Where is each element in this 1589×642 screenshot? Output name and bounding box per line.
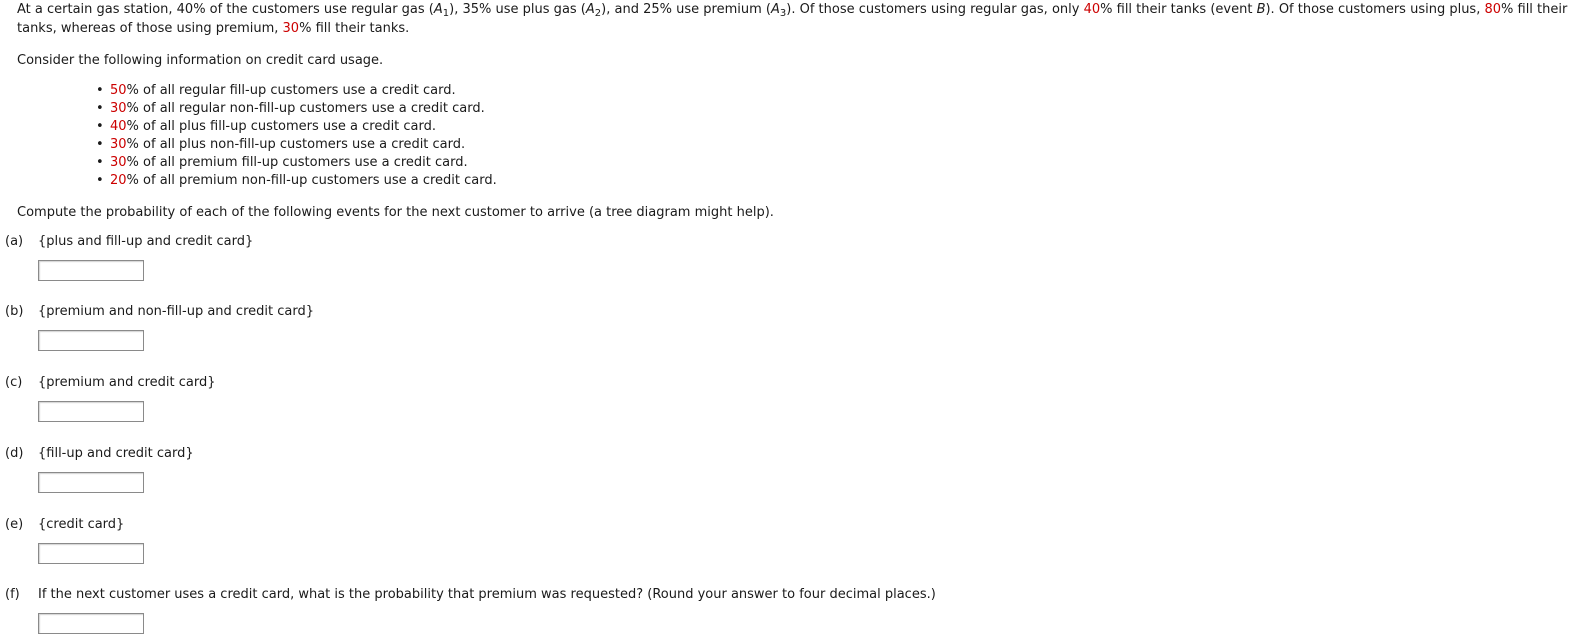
plus-fill-pct: 80 [1484, 2, 1502, 17]
part-b-label [5, 303, 314, 321]
credit-item-text: % of all plus non-fill-up customers use a credit card. [126, 137, 466, 152]
credit-item-text: % of all premium non-fill-up customers use a credit card. [126, 173, 497, 188]
part-question: {credit card} [38, 517, 125, 532]
bullet-icon: • [96, 119, 104, 134]
credit-item [96, 154, 1577, 172]
credit-item-text: % of all regular fill-up customers use a credit card. [126, 83, 456, 98]
credit-item-text: % of all regular non-fill-up customers use a credit card. [126, 101, 485, 116]
bullet-icon: • [96, 173, 104, 188]
premium-fill-pct: 30 [282, 21, 300, 36]
part-letter: (f) [5, 587, 20, 602]
bullet-icon: • [96, 101, 104, 116]
credit-item-pct: 30 [110, 155, 127, 170]
problem-intro [17, 0, 1577, 38]
credit-item-pct: 30 [110, 137, 127, 152]
intro-text: % fill their tanks, whereas of those using premium, [17, 2, 1568, 36]
answer-input-a[interactable] [38, 260, 144, 281]
credit-item-pct: 30 [110, 101, 127, 116]
part-e-label [5, 516, 144, 534]
part-f [5, 586, 936, 634]
credit-card-list [17, 82, 1577, 190]
intro-text: ), and 25% use premium ( [601, 2, 771, 17]
consider-text: Consider the following information on credit card usage. [17, 53, 384, 68]
credit-item [96, 118, 1577, 136]
part-question: If the next customer uses a credit card, what is the probability that premium was requested? (Round your answer to four decimal places.) [38, 587, 936, 602]
var-a3-sub: 3 [779, 8, 787, 19]
credit-item-pct: 50 [110, 83, 127, 98]
part-a [5, 233, 253, 281]
part-c-label [5, 374, 216, 392]
intro-text: % fill their tanks (event [1100, 2, 1257, 17]
intro-text: At a certain gas station, 40% of the customers use regular gas ( [17, 2, 434, 17]
intro-text: ), 35% use plus gas ( [449, 2, 586, 17]
part-question: {premium and non-fill-up and credit card} [38, 304, 314, 319]
credit-item [96, 100, 1577, 118]
credit-item-text: % of all plus fill-up customers use a credit card. [126, 119, 437, 134]
bullet-icon: • [96, 83, 104, 98]
bullet-icon: • [96, 137, 104, 152]
regular-fill-pct: 40 [1083, 2, 1101, 17]
credit-item [96, 136, 1577, 154]
part-f-label [5, 586, 936, 604]
var-b: B [1256, 2, 1266, 17]
answer-input-f[interactable] [38, 613, 144, 634]
part-c [5, 374, 216, 422]
compute-instructions: Compute the probability of each of the following events for the next customer to arrive (a tree diagram might help). [17, 205, 774, 220]
part-d [5, 445, 194, 493]
credit-item-pct: 40 [110, 119, 127, 134]
var-a3: A [770, 2, 780, 17]
intro-text: ). Of those customers using plus, [1265, 2, 1485, 17]
credit-item [96, 82, 1577, 100]
answer-input-b[interactable] [38, 330, 144, 351]
answer-input-c[interactable] [38, 401, 144, 422]
part-a-label [5, 233, 253, 251]
answer-input-e[interactable] [38, 543, 144, 564]
part-letter: (d) [5, 446, 24, 461]
credit-item-text: % of all premium fill-up customers use a credit card. [126, 155, 468, 170]
bullet-icon: • [96, 155, 104, 170]
answer-input-d[interactable] [38, 472, 144, 493]
intro-text: % fill their tanks. [299, 21, 410, 36]
var-a2: A [585, 2, 595, 17]
part-letter: (c) [5, 375, 23, 390]
part-d-label [5, 445, 194, 463]
credit-item-pct: 20 [110, 173, 127, 188]
part-letter: (e) [5, 517, 24, 532]
part-letter: (a) [5, 234, 24, 249]
credit-item [96, 172, 1577, 190]
part-question: {plus and fill-up and credit card} [38, 234, 254, 249]
part-question: {fill-up and credit card} [38, 446, 194, 461]
intro-text: ). Of those customers using regular gas, only [786, 2, 1084, 17]
var-a2-sub: 2 [594, 8, 602, 19]
part-e [5, 516, 144, 564]
part-b [5, 303, 314, 351]
var-a1-sub: 1 [442, 8, 450, 19]
part-question: {premium and credit card} [38, 375, 216, 390]
problem-page [17, 0, 1577, 222]
part-letter: (b) [5, 304, 24, 319]
var-a1: A [433, 2, 443, 17]
